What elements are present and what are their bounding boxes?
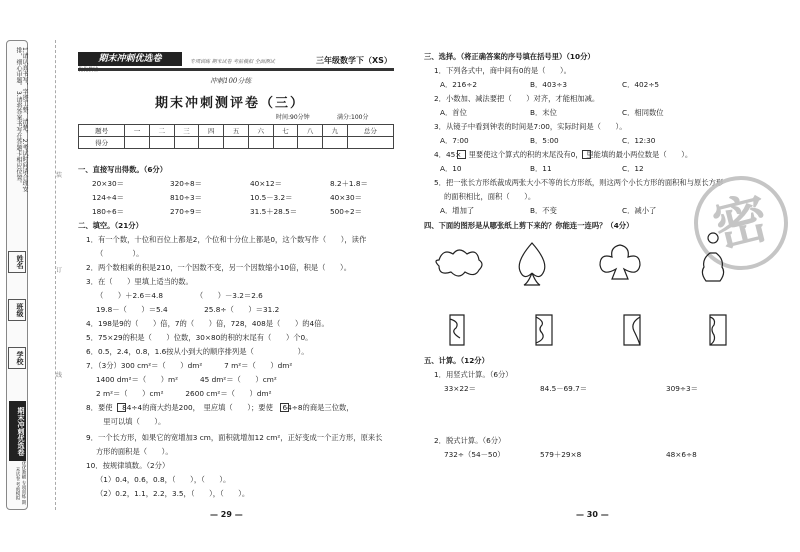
fill-line: 8．要使 84÷4的商大约是200， 里应填（ ）；要使 64÷8的商是三位数， xyxy=(86,403,354,412)
brand-slogan: 专项训练 期末试卷 考前模拟 全面测试 xyxy=(190,59,275,65)
choice-question: 4．45× 里要使这个算式的积的末尾没有0， 里能填的最小两位数是（ ）。 xyxy=(434,150,693,159)
calc-item: 20×30＝ xyxy=(92,179,124,188)
choice-question: 3．从镜子中看到钟表的时间是7:00，实际时间是（ ）。 xyxy=(434,122,627,131)
side-slogan: 专项训练 期末试卷 考前模拟 xyxy=(15,466,26,505)
paper-2[interactable] xyxy=(536,315,552,345)
side-brand: 优优教辅 xyxy=(21,461,26,480)
choice-option[interactable]: A．216÷2 xyxy=(440,80,477,89)
header-rule xyxy=(78,68,394,71)
section5-heading: 五、计算。（12分） xyxy=(424,356,489,365)
choice-question: 1．下列各式中，商中间有0的是（ ）。 xyxy=(434,66,571,75)
score-cell: 九 xyxy=(323,125,348,137)
calc-item: 8.2＋1.8＝ xyxy=(330,179,368,188)
fill-line: 2 m²＝（ ）cm² 2600 cm²＝（ ）dm² xyxy=(96,389,272,398)
choice-option[interactable]: A．增加了 xyxy=(440,206,475,215)
calc-item: 10.5－3.2＝ xyxy=(250,193,293,202)
score-input[interactable] xyxy=(224,137,249,149)
choice-option[interactable]: B．不变 xyxy=(530,206,557,215)
binding-strip xyxy=(6,40,28,510)
paper-1[interactable] xyxy=(450,315,464,345)
score-input[interactable] xyxy=(323,137,348,149)
score-cell: 五 xyxy=(224,125,249,137)
full-score: 满分:100分 xyxy=(337,114,369,121)
score-input[interactable] xyxy=(149,137,174,149)
fill-line: 1400 dm²＝（ ）m² 45 dm²＝（ ）cm² xyxy=(96,375,277,384)
fill-line: （ ）。 xyxy=(96,249,144,258)
fill-line: （1）0.4，0.6，0.8，（ ），（ ）。 xyxy=(96,475,231,484)
vertical-calc: 309÷3＝ xyxy=(666,384,698,393)
section1-heading: 一、直接写出得数。（6分） xyxy=(78,165,167,174)
choice-question-cont: 的面积相比，面积（ ）。 xyxy=(444,192,536,201)
choice-question: 2．小数加、减法要把（ ）对齐，才能相加减。 xyxy=(434,94,600,103)
choice-option[interactable]: A．首位 xyxy=(440,108,467,117)
motto: 冲刺100分练 xyxy=(210,77,252,85)
calc-item: 40×12＝ xyxy=(250,179,282,188)
choice-option[interactable]: C．减小了 xyxy=(622,206,657,215)
seal-line xyxy=(55,40,56,510)
paper-4[interactable] xyxy=(710,315,726,345)
cut-shape-spade[interactable] xyxy=(519,243,545,285)
score-value-row xyxy=(79,137,394,149)
mixed-calc: 732÷（54－50） xyxy=(444,450,505,459)
side-logo: 期末冲刺优选卷 xyxy=(9,401,26,461)
choice-option[interactable]: B．11 xyxy=(530,164,552,173)
digit-box[interactable] xyxy=(457,150,466,159)
score-input[interactable] xyxy=(298,137,323,149)
calc-item: 40×30＝ xyxy=(330,193,362,202)
confidential-stamp: 密 xyxy=(684,166,798,280)
score-input[interactable] xyxy=(248,137,273,149)
score-cell: 得分 xyxy=(79,137,125,149)
calc-item: 270÷9＝ xyxy=(170,207,202,216)
side-note: 2.考试时间请合理安排，细心审题。 xyxy=(15,47,28,193)
cut-shape-cloud[interactable] xyxy=(436,250,482,276)
side-note: 3.请将答案书写在答题卡相应位置。 xyxy=(15,90,22,187)
score-cell: 二 xyxy=(149,125,174,137)
page-title: 期末冲刺测评卷（三） xyxy=(154,96,305,111)
vertical-calc: 33×22＝ xyxy=(444,384,476,393)
fill-line: 9．一个长方形，如果它的宽增加3 cm，面积就增加12 cm²，正好变成一个正方形，原来长 xyxy=(86,433,383,442)
choice-option[interactable]: C．12 xyxy=(622,164,644,173)
calc-item: 320÷8＝ xyxy=(170,179,202,188)
class-field[interactable]: 班级 xyxy=(8,299,26,321)
score-cell: 八 xyxy=(298,125,323,137)
choice-option[interactable]: B．末位 xyxy=(530,108,557,117)
school-field[interactable]: 学校 xyxy=(8,347,26,369)
choice-question: 5．把一张长方形纸裁成两张大小不等的长方形纸，则这两个小长方形的面积和与原长方形 xyxy=(434,178,724,187)
fill-line: 2．两个数相乘的积是210，一个因数不变，另一个因数缩小10倍，积是（ ）。 xyxy=(86,263,351,272)
fill-line: （2）0.2，1.1，2.2，3.5，（ ），（ ）。 xyxy=(96,489,250,498)
fill-line: 4．198是9的（ ）倍，7的（ ）倍，728，408是（ ）的4倍。 xyxy=(86,319,329,328)
score-input[interactable] xyxy=(199,137,224,149)
calc-item: 500÷2＝ xyxy=(330,207,362,216)
digit-box[interactable] xyxy=(117,403,126,412)
choice-option[interactable]: A．7:00 xyxy=(440,136,469,145)
cut-shape-club[interactable] xyxy=(600,245,640,279)
choice-option[interactable]: C．402÷5 xyxy=(622,80,660,89)
sub-heading: 1．用竖式计算。（6分） xyxy=(434,370,513,379)
fill-line: 6．0.5，2.4，0.8，1.6按从小到大的顺序排列是（ ）。 xyxy=(86,347,309,356)
page-number-left: — 29 — xyxy=(210,510,243,519)
fill-line: 5．75×29的积是（ ）位数，30×80的积的末尾有（ ）个0。 xyxy=(86,333,313,342)
calc-item: 180÷6＝ xyxy=(92,207,124,216)
choice-option[interactable]: B．403÷3 xyxy=(530,80,567,89)
score-cell: 一 xyxy=(125,125,150,137)
mixed-calc: 48×6÷8 xyxy=(666,450,697,459)
fill-line: 19.8－（ ）＝5.4 25.8÷（ ）＝31.2 xyxy=(96,305,280,314)
side-logo-slogan xyxy=(9,461,26,505)
digit-box[interactable] xyxy=(582,150,591,159)
score-input[interactable] xyxy=(347,137,393,149)
fill-line: 里可以填（ ）。 xyxy=(96,417,166,426)
score-cell: 四 xyxy=(199,125,224,137)
folded-shapes xyxy=(424,235,764,355)
section2-heading: 二、填空。（21分） xyxy=(78,221,143,230)
fill-line: 方形的面积是（ ）。 xyxy=(96,447,173,456)
score-input[interactable] xyxy=(125,137,150,149)
score-cell: 七 xyxy=(273,125,298,137)
score-cell: 三 xyxy=(174,125,199,137)
score-cell: 六 xyxy=(248,125,273,137)
vertical-calc: 84.5－69.7＝ xyxy=(540,384,588,393)
score-cell: 总分 xyxy=(347,125,393,137)
seal-mark: 线 xyxy=(56,372,63,379)
choice-option[interactable]: C．相同数位 xyxy=(622,108,664,117)
section4-heading: 四、下面的图形是从哪张纸上剪下来的？你能连一连吗？（4分） xyxy=(424,221,634,230)
calc-item: 31.5＋28.5＝ xyxy=(250,207,298,216)
side-notes xyxy=(9,47,27,197)
calc-item: 124÷4＝ xyxy=(92,193,124,202)
score-table xyxy=(78,124,394,149)
cut-shape-vase[interactable] xyxy=(702,233,723,281)
fill-line: 1．有一个数，十位和百位上都是2，个位和十分位上都是0，这个数写作（ ），读作 xyxy=(86,235,367,244)
side-note: 1.请认真书写，字迹工整、清楚。 xyxy=(21,47,28,137)
seal-mark: 订 xyxy=(56,267,63,274)
fill-line: （ ）＋2.6＝4.8 （ ）－3.2＝2.6 xyxy=(96,291,263,300)
choice-option[interactable]: B．5:00 xyxy=(530,136,559,145)
exam-time: 时间:90分钟 xyxy=(276,114,310,121)
paper-3[interactable] xyxy=(624,315,640,345)
section3-heading: 三、选择。（将正确答案的序号填在括号里）（10分） xyxy=(424,52,595,61)
fill-line: 3．在（ ）里填上适当的数。 xyxy=(86,277,193,286)
choice-option[interactable]: C．12:30 xyxy=(622,136,656,145)
choice-option[interactable]: A．10 xyxy=(440,164,462,173)
grade-label: 三年级数学下（XS） xyxy=(316,56,392,65)
fill-line: 7．（3分）300 cm²＝（ ）dm² 7 m²＝（ ）dm² xyxy=(86,361,293,370)
name-field[interactable]: 姓名 xyxy=(8,251,26,273)
score-input[interactable] xyxy=(174,137,199,149)
right-page xyxy=(400,0,800,552)
calc-item: 810÷3＝ xyxy=(170,193,202,202)
score-header-row xyxy=(79,125,394,137)
seal-mark: 装 xyxy=(56,172,63,179)
mixed-calc: 579＋29×8 xyxy=(540,450,582,459)
score-cell: 题号 xyxy=(79,125,125,137)
score-input[interactable] xyxy=(273,137,298,149)
fill-line: 10．按规律填数。（2分） xyxy=(86,461,170,470)
digit-box[interactable] xyxy=(280,403,289,412)
logo-text: 期末冲刺优选卷 xyxy=(78,52,182,66)
page-number-right: — 30 — xyxy=(576,510,609,519)
sub-heading: 2．脱式计算。（6分） xyxy=(434,436,506,445)
